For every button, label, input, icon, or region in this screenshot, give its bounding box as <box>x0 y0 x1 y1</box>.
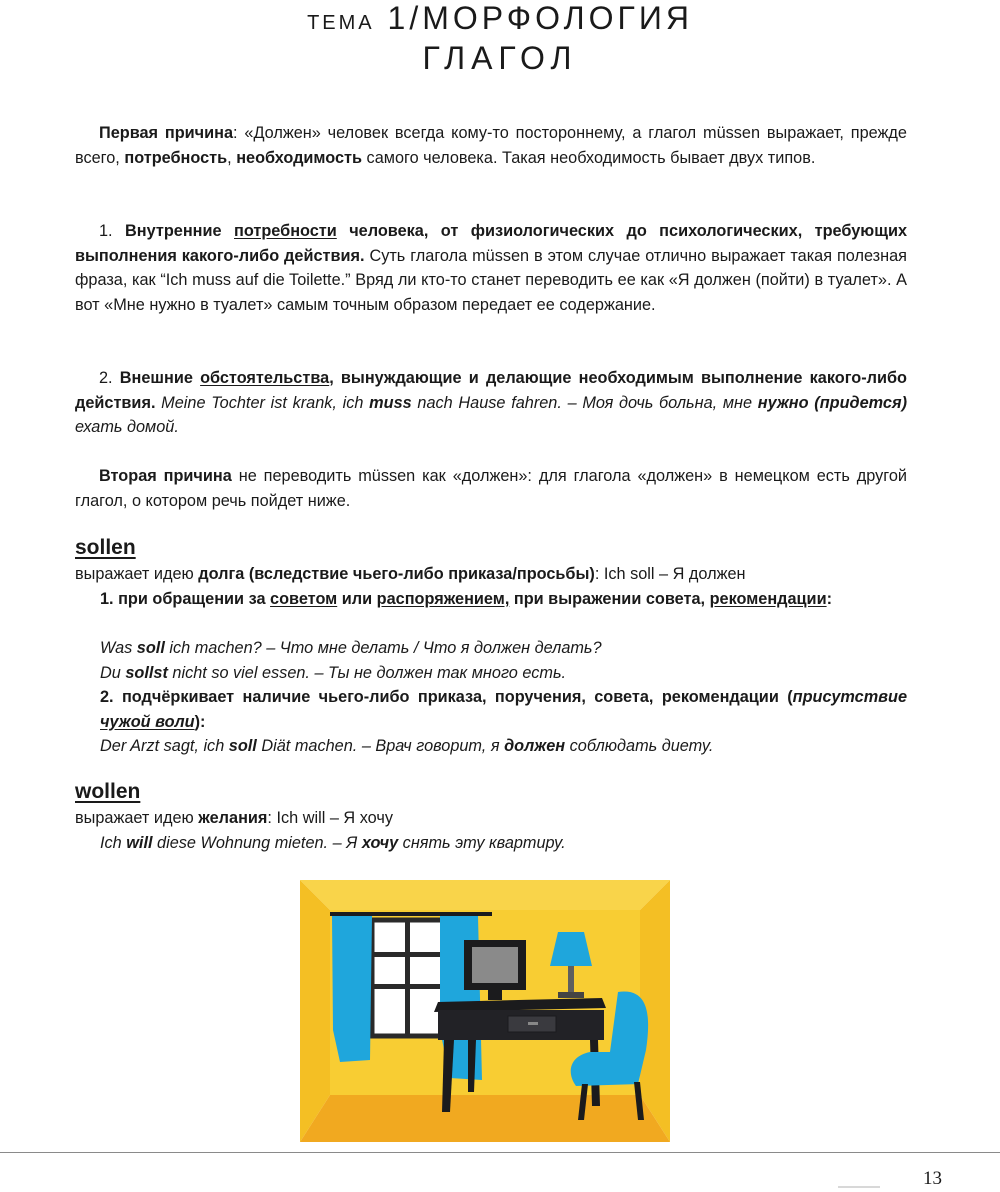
sollen-ex3-a: Der Arzt sagt, ich <box>100 737 229 755</box>
sollen-point-two <box>100 685 907 734</box>
page-number: 13 <box>923 1168 942 1189</box>
sollen-p2-foreign-will: чужой воли <box>100 712 195 731</box>
wollen-ex-b: diese Wohnung mieten. – Я <box>152 834 362 852</box>
sollen-p2-text: 2. подчёркивает наличие чьего-либо приказа, поручения, совета, рекомендации ( <box>100 688 793 706</box>
reason-one-label: Первая причина <box>99 124 234 142</box>
window-transom-a <box>372 952 444 957</box>
sollen-p1-text-c: при выражении совета, <box>509 590 710 608</box>
wollen-ex-bold-a: will <box>126 834 153 852</box>
footer-rule <box>0 1152 1000 1153</box>
desk-drawer-handle <box>528 1022 538 1025</box>
point-two-paragraph <box>75 366 907 440</box>
reason-two-paragraph <box>75 464 907 513</box>
sollen-ex1-b: ich machen? – Что мне делать / Что я должен делать? <box>164 639 602 657</box>
reason-one-paragraph <box>75 121 907 170</box>
wollen-desc-bold: желания <box>198 809 268 827</box>
wollen-description <box>75 806 393 831</box>
point-two-example-a: Meine Tochter ist krank, ich <box>155 393 370 412</box>
window-transom-b <box>372 984 444 989</box>
sollen-description <box>75 562 746 587</box>
sollen-p1-colon: : <box>826 590 832 608</box>
point-one-paragraph <box>75 219 907 317</box>
point-two-example-bold-a: muss <box>369 393 412 412</box>
sollen-ex3-bold-b: должен <box>504 737 566 755</box>
point-two-example-b: nach Hause fahren. – Моя дочь больна, мне <box>411 393 758 412</box>
point-two-bold-rest: , вынуждающие и делающие необходимым выполнение какого-либо действия. <box>75 369 907 412</box>
sollen-p1-text-b: или <box>337 590 377 608</box>
wollen-ex-bold-b: хочу <box>361 834 399 852</box>
footer-mark <box>838 1186 880 1188</box>
header-topic: 1/МОРФОЛОГИЯ <box>387 0 693 36</box>
sollen-ex3-bold-a: soll <box>228 737 257 755</box>
sollen-ex2-bold: sollst <box>125 664 168 682</box>
sollen-ex2-b: nicht so viel essen. – Ты не должен так много есть. <box>167 664 567 682</box>
header-topic-line <box>0 0 1000 36</box>
wollen-ex-c: снять эту квартиру. <box>398 834 566 852</box>
wollen-title: wollen <box>75 780 141 803</box>
point-two-number: 2. <box>99 369 120 387</box>
sollen-ex3-c: соблюдать диету. <box>565 737 714 755</box>
room-illustration <box>300 880 670 1142</box>
curtain-left <box>332 916 372 1062</box>
sollen-point-one <box>100 587 907 612</box>
point-two-bold: Внешние <box>119 369 201 387</box>
sollen-ex1-bold: soll <box>136 639 165 657</box>
sollen-p1-recommendation: рекомендации <box>709 590 827 608</box>
wollen-example <box>100 831 566 856</box>
sollen-ex1-a: Was <box>100 639 137 657</box>
reason-one-text-end: самого человека. Такая необходимость бывает двух типов. <box>362 148 816 167</box>
wollen-desc-text: выражает идею <box>75 809 199 827</box>
monitor-stand <box>488 990 502 1000</box>
sollen-desc-text: выражает идею <box>75 565 199 583</box>
point-one-underlined: потребности <box>234 222 337 240</box>
lamp-stem <box>568 966 574 994</box>
point-two-example-bold-b: нужно (придется) <box>757 393 907 412</box>
header-subtopic: ГЛАГОЛ <box>422 40 578 76</box>
reason-one-bold-necessity: необходимость <box>236 148 363 167</box>
sollen-p1-advice: советом <box>270 590 338 608</box>
lamp-base <box>558 992 584 998</box>
reason-one-text: : «Должен» человек всегда кому-то постороннему, а глагол müssen выражает, прежде всего, <box>75 124 907 167</box>
monitor-screen <box>472 947 518 983</box>
reason-one-sep: , <box>227 148 237 167</box>
sollen-title: sollen <box>75 536 136 559</box>
wollen-ex-a: Ich <box>100 834 127 852</box>
ceiling-shape <box>300 880 670 910</box>
header-prefix: ТЕМА <box>307 12 375 34</box>
point-one-bold: Внутренние <box>125 222 234 240</box>
point-two-example-c: ехать домой. <box>75 418 179 436</box>
window-mullion <box>405 920 410 1036</box>
reason-two-text: не переводить müssen как «должен»: для глагола «должен» в немецком есть другой глагол, о котором речь пойдет ниже. <box>75 467 907 510</box>
sollen-desc-example: : Ich soll – Я должен <box>594 565 746 583</box>
point-two-underlined: обстоятельства <box>200 369 330 387</box>
floor <box>300 1095 670 1142</box>
reason-one-bold-need: потребность <box>124 148 228 167</box>
sollen-ex3-b: Diät machen. – Врач говорит, я <box>256 737 505 755</box>
point-one-text: Суть глагола müssen в этом случае отлично выражает такая полезная фраза, как “Ich muss auf die Toilette.” Вряд ли кто-то станет переводить ее как «Я должен (пойти) в туалет». А вот «Мне нужно в туалет» самым точным образом передает ее содержание. <box>75 246 907 314</box>
reason-two-label: Вторая причина <box>99 467 232 485</box>
curtain-rod <box>330 912 492 916</box>
sollen-example-two <box>100 661 566 686</box>
point-one-bold-rest: человека, от физиологических до психологических, требующих выполнения какого-либо действия. <box>75 222 908 265</box>
wollen-desc-example: : Ich will – Я хочу <box>267 809 393 827</box>
sollen-example-three <box>100 734 713 759</box>
sollen-p1-text-a: 1. при обращении за <box>100 590 271 608</box>
point-one-number: 1. <box>99 222 126 240</box>
sollen-p2-close: ): <box>194 712 206 731</box>
sollen-example-one <box>100 636 602 661</box>
sollen-ex2-a: Du <box>100 664 126 682</box>
sollen-p2-presence: присутствие <box>792 688 907 706</box>
sollen-p1-order: распоряжением, <box>376 590 510 608</box>
sollen-desc-bold: долга (вследствие чьего-либо приказа/просьбы) <box>198 565 595 583</box>
